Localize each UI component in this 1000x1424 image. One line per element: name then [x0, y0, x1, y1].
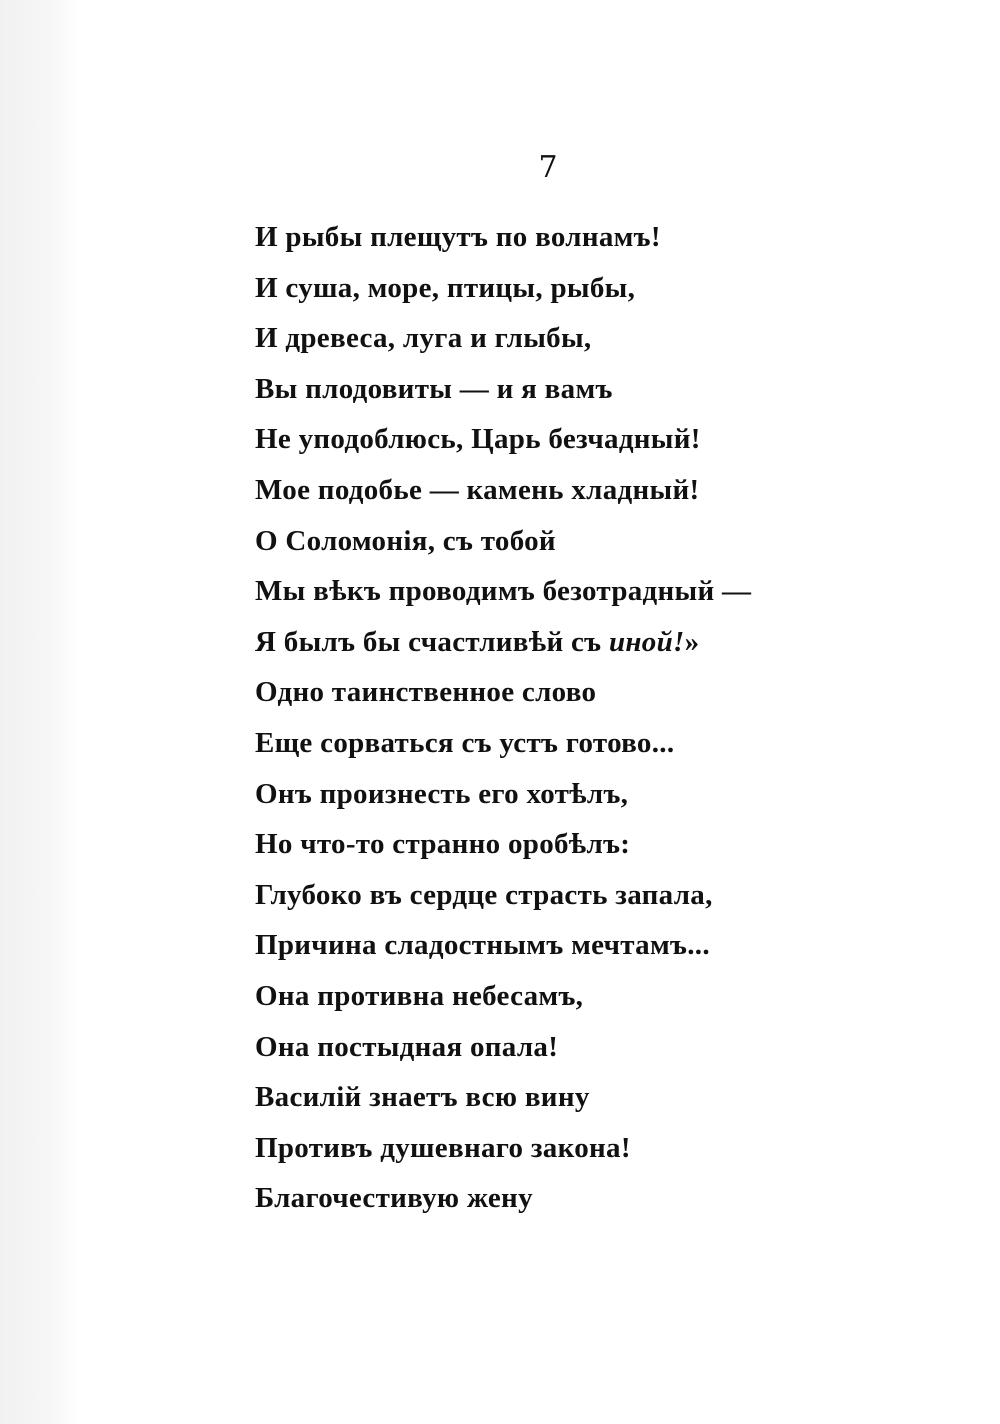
italic-word: иной!	[608, 625, 685, 658]
poem-line: И суша, море, птицы, рыбы,	[255, 271, 636, 304]
poem-line: Не уподоблюсь, Царь безчадный!	[255, 423, 701, 456]
poem-line: И рыбы плещутъ по волнамъ!	[255, 221, 661, 253]
closing-quote: »	[684, 625, 700, 658]
poem-line: Но что-то странно оробѣлъ:	[255, 828, 631, 861]
poem-line: Глубоко въ сердце страсть запала,	[255, 878, 713, 911]
poem-line: Противъ душевнаго закона!	[255, 1131, 631, 1164]
poem-line: Она противна небесамъ,	[255, 979, 584, 1012]
page-edge-shadow	[0, 0, 80, 1424]
poem-line: Еще сорваться съ устъ готово...	[255, 726, 675, 759]
poem-line: Благочестивую жену	[255, 1182, 533, 1215]
poem-line: Причина сладостнымъ мечтамъ...	[255, 929, 710, 962]
poem-line: Она постыдная опала!	[255, 1030, 559, 1063]
line-prefix: Я былъ бы счастливѣй съ	[255, 625, 609, 658]
poem-line: И древеса, луга и глыбы,	[255, 322, 592, 355]
poem-line: Вы плодовиты — и я вамъ	[255, 372, 613, 405]
poem-line: Одно таинственное слово	[255, 676, 597, 709]
poem-line: Мое подобье — камень хладный!	[255, 473, 700, 506]
poem-line: Василій знаетъ всю вину	[255, 1081, 590, 1114]
poem-line: О Соломонія, съ тобой	[255, 524, 556, 557]
poem-line: Мы вѣкъ проводимъ безотрадный —	[255, 575, 752, 608]
poem-line-with-italic	[255, 617, 855, 668]
poem-line: Онъ произнесть его хотѣлъ,	[255, 777, 629, 810]
page-number: 7	[538, 150, 558, 185]
poem-text	[255, 212, 855, 1224]
